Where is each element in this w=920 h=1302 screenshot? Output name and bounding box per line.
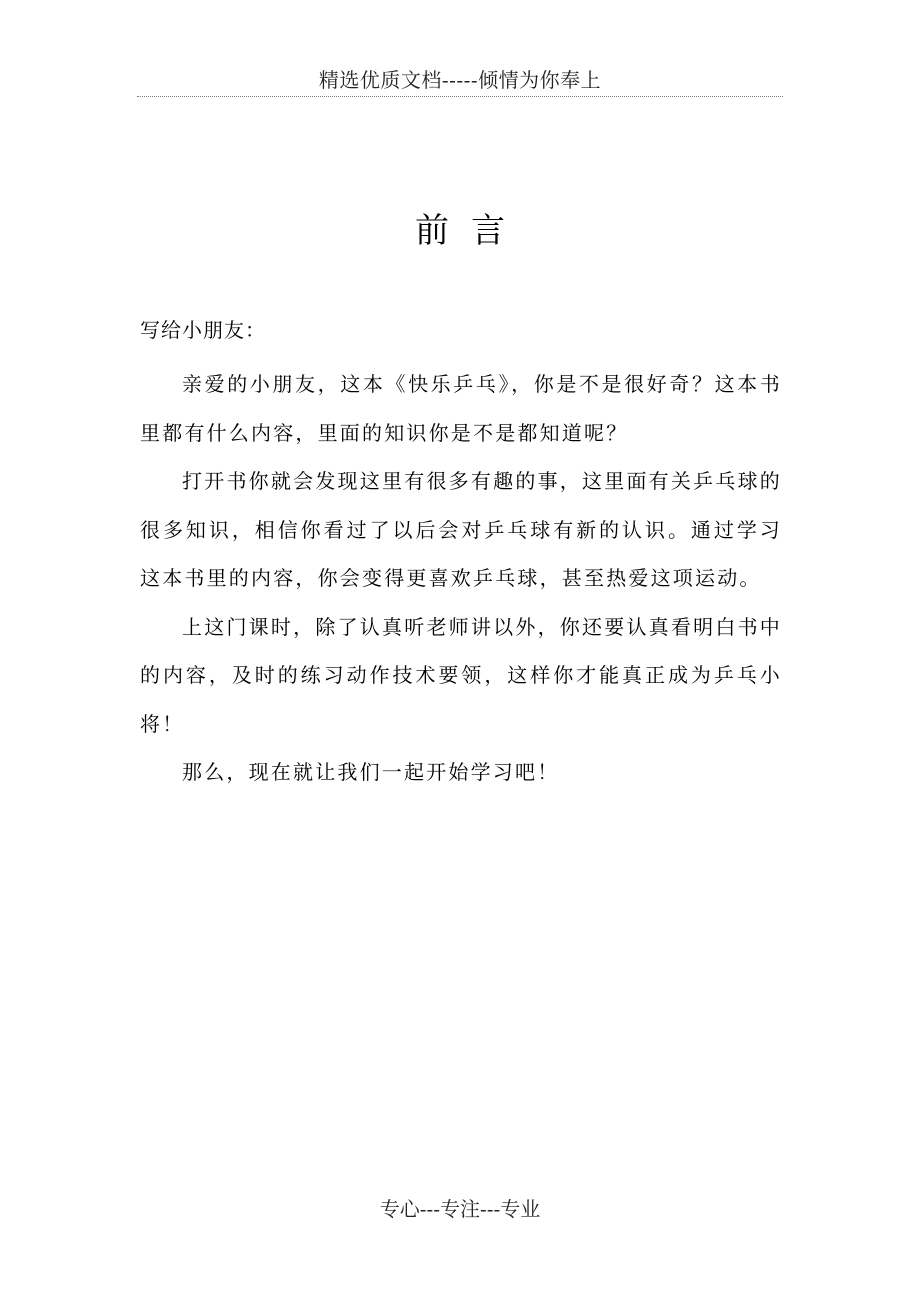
page-header: 精选优质文档-----倾情为你奉上 (318, 68, 602, 92)
document-title: 前言 (415, 211, 527, 251)
paragraph: 那么，现在就让我们一起开始学习吧！ (182, 760, 560, 784)
greeting-line: 写给小朋友： (140, 318, 266, 342)
paragraph: 亲爱的小朋友，这本《快乐乒乓》，你是不是很好奇？这本书里都有什么内容，里面的知识你是不是都知道呢？ (140, 372, 782, 445)
page-footer: 专心---专注---专业 (379, 1197, 541, 1221)
paragraph: 上这门课时，除了认真听老师讲以外，你还要认真看明白书中的内容，及时的练习动作技术要领，这样你才能真正成为乒乓小将！ (140, 614, 782, 736)
paragraph: 打开书你就会发现这里有很多有趣的事，这里面有关乒乓球的很多知识，相信你看过了以后会对乒乓球有新的认识。通过学习这本书里的内容，你会变得更喜欢乒乓球，甚至热爱这项运动。 (140, 469, 782, 590)
header-divider (137, 96, 783, 97)
document-body (140, 360, 782, 797)
